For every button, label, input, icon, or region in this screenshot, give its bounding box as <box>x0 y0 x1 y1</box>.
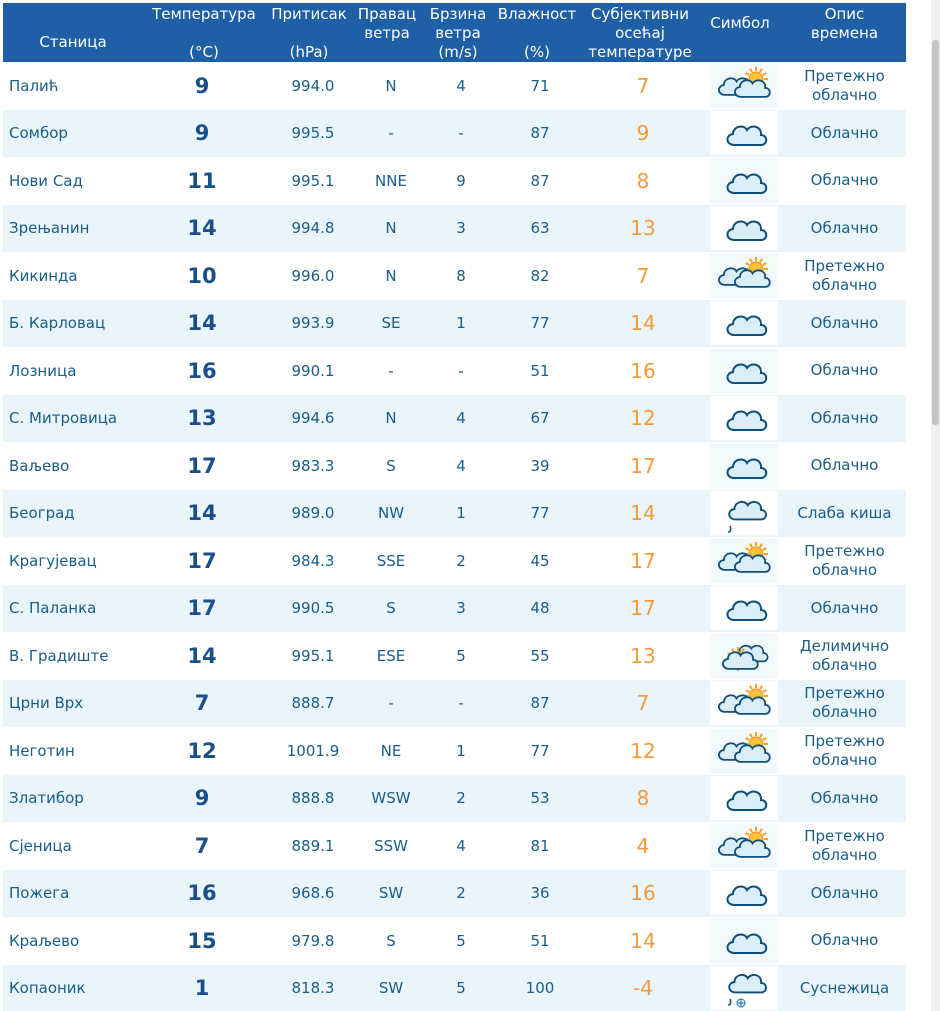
table-row <box>3 775 906 823</box>
humidity-value: 55 <box>530 646 550 665</box>
station-name: С. Митровица <box>9 409 118 428</box>
feels-like-value: 7 <box>636 263 650 288</box>
wind-speed: 4 <box>456 76 466 95</box>
humidity-value: 82 <box>530 266 550 285</box>
temperature-value: 14 <box>187 311 217 336</box>
pressure-value: 996.0 <box>291 266 335 285</box>
wind-direction: - <box>388 694 394 713</box>
weather-description <box>783 870 906 918</box>
cloud-icon <box>710 871 778 915</box>
weather-symbol <box>709 632 779 680</box>
wind-direction: NNE <box>375 171 407 190</box>
header-hum: Влажност <box>497 5 577 23</box>
cloud-icon <box>710 159 778 203</box>
table-row <box>3 917 906 965</box>
partly-cloudy-sun-behind-icon <box>710 729 778 773</box>
description-line-1: Претежно <box>804 826 885 845</box>
humidity-value: 39 <box>530 456 550 475</box>
table-row <box>3 490 906 538</box>
weather-description <box>783 442 906 490</box>
station-name: Златибор <box>9 789 84 808</box>
table-row <box>3 395 906 443</box>
feels-like-value: 14 <box>630 311 656 336</box>
weather-description <box>783 490 906 538</box>
description-line-1: Облачно <box>810 361 879 380</box>
feels-like-value: 17 <box>630 548 656 573</box>
wind-direction: S <box>386 599 396 618</box>
table-body <box>3 62 906 1011</box>
station-name: Лозница <box>9 361 77 380</box>
wind-direction: SW <box>378 979 404 998</box>
header-feel-1: Субјективни <box>591 5 689 23</box>
station-name: Пожега <box>9 884 70 903</box>
wind-direction: NW <box>377 504 405 523</box>
weather-description <box>783 680 906 728</box>
header-speed-1: Брзина <box>429 5 487 23</box>
weather-symbol <box>709 727 779 775</box>
cloud-icon <box>710 349 778 393</box>
weather-symbol <box>709 965 779 1011</box>
weather-symbol <box>709 300 779 348</box>
wind-direction: N <box>385 409 397 428</box>
description-line-2: облачно <box>811 275 878 294</box>
wind-speed: 5 <box>456 646 466 665</box>
partly-cloudy-sun-behind-icon <box>710 824 778 868</box>
weather-symbol <box>709 252 779 300</box>
feels-like-value: 14 <box>630 928 656 953</box>
weather-symbol <box>709 347 779 395</box>
humidity-value: 87 <box>530 694 550 713</box>
feels-like-value: 7 <box>636 73 650 98</box>
humidity-value: 48 <box>530 599 550 618</box>
feels-like-value: 8 <box>636 168 650 193</box>
weather-symbol <box>709 585 779 633</box>
weather-description <box>783 917 906 965</box>
header-dir-1: Правац <box>357 5 417 23</box>
temperature-value: 7 <box>194 691 210 716</box>
description-line-1: Облачно <box>810 313 879 332</box>
temperature-value: 11 <box>187 168 217 193</box>
wind-speed: 2 <box>456 789 466 808</box>
partly-cloudy-sun-front-icon <box>710 634 778 678</box>
description-line-1: Облачно <box>810 598 879 617</box>
table-row <box>3 537 906 585</box>
table-row <box>3 727 906 775</box>
description-line-1: Суснежица <box>799 978 890 997</box>
partly-cloudy-sun-behind-icon <box>710 64 778 108</box>
humidity-value: 87 <box>530 171 550 190</box>
wind-speed: 5 <box>456 931 466 950</box>
wind-direction: SW <box>378 884 404 903</box>
temperature-value: 15 <box>187 928 217 953</box>
header-station: Станица <box>39 33 107 51</box>
description-line-1: Облачно <box>810 171 879 190</box>
weather-description <box>783 252 906 300</box>
weather-description <box>783 395 906 443</box>
station-name: Ваљево <box>9 456 70 475</box>
header-speed-2: ветра <box>435 24 481 42</box>
weather-symbol <box>709 395 779 443</box>
header-dir-2: ветра <box>364 24 410 42</box>
humidity-value: 81 <box>530 836 550 855</box>
humidity-value: 36 <box>530 884 550 903</box>
description-line-1: Делимично <box>799 636 890 655</box>
humidity-value: 51 <box>530 361 550 380</box>
station-name: Кикинда <box>9 266 78 285</box>
station-name: Црни Врх <box>9 694 84 713</box>
pressure-value: 984.3 <box>291 551 335 570</box>
station-name: Краљево <box>9 931 80 950</box>
description-line-1: Претежно <box>804 684 885 703</box>
weather-description <box>783 300 906 348</box>
weather-symbol <box>709 490 779 538</box>
pressure-value: 1001.9 <box>286 741 340 760</box>
cloud-icon <box>710 919 778 963</box>
header-temp-unit: (°C) <box>189 43 219 61</box>
temperature-value: 16 <box>187 358 217 383</box>
weather-description <box>783 822 906 870</box>
station-name: Зрењанин <box>9 219 90 238</box>
humidity-value: 53 <box>530 789 550 808</box>
wind-speed: 4 <box>456 836 466 855</box>
weather-description <box>783 775 906 823</box>
feels-like-value: 13 <box>630 216 656 241</box>
pressure-value: 968.6 <box>291 884 335 903</box>
humidity-value: 67 <box>530 409 550 428</box>
humidity-value: 100 <box>525 979 555 998</box>
temperature-value: 9 <box>194 73 210 98</box>
table-row <box>3 965 906 1011</box>
station-name: Београд <box>9 504 75 523</box>
header-temp: Температура <box>152 5 256 23</box>
wind-speed: - <box>458 124 464 143</box>
description-line-1: Облачно <box>810 218 879 237</box>
table-row <box>3 442 906 490</box>
description-line-1: Слаба киша <box>797 503 892 522</box>
humidity-value: 51 <box>530 931 550 950</box>
feels-like-value: 12 <box>630 406 656 431</box>
temperature-value: 14 <box>187 501 217 526</box>
table-row <box>3 157 906 205</box>
wind-speed: 2 <box>456 551 466 570</box>
wind-direction: - <box>388 124 394 143</box>
temperature-value: 13 <box>187 406 217 431</box>
wind-speed: 1 <box>456 314 466 333</box>
station-name: Крагујевац <box>9 551 97 570</box>
cloud-icon <box>710 301 778 345</box>
temperature-value: 9 <box>194 121 210 146</box>
station-name: Сомбор <box>9 124 68 143</box>
feels-like-value: 14 <box>630 501 656 526</box>
description-line-2: облачно <box>811 655 878 674</box>
wind-speed: 9 <box>456 171 466 190</box>
feels-like-value: 16 <box>630 358 656 383</box>
description-line-1: Облачно <box>810 883 879 902</box>
wind-speed: 5 <box>456 979 466 998</box>
partly-cloudy-sun-behind-icon <box>710 539 778 583</box>
weather-symbol <box>709 157 779 205</box>
header-sym: Симбол <box>710 14 770 32</box>
temperature-value: 16 <box>187 881 217 906</box>
description-line-1: Претежно <box>804 256 885 275</box>
table-row <box>3 252 906 300</box>
pressure-value: 995.1 <box>291 171 335 190</box>
feels-like-value: 9 <box>636 121 650 146</box>
description-line-1: Претежно <box>804 66 885 85</box>
pressure-value: 979.8 <box>291 931 335 950</box>
header-feel-2: осећај <box>615 24 665 42</box>
weather-description <box>783 585 906 633</box>
wind-direction: S <box>386 456 396 475</box>
table-row <box>3 110 906 158</box>
wind-speed: 1 <box>456 504 466 523</box>
wind-speed: - <box>458 361 464 380</box>
pressure-value: 994.8 <box>291 219 335 238</box>
description-line-1: Облачно <box>810 123 879 142</box>
weather-description <box>783 727 906 775</box>
wind-direction: S <box>386 931 396 950</box>
weather-symbol <box>709 917 779 965</box>
weather-symbol <box>709 110 779 158</box>
header-desc-1: Опис <box>824 5 865 23</box>
temperature-value: 17 <box>187 453 217 478</box>
temperature-value: 14 <box>187 643 217 668</box>
wind-speed: 2 <box>456 884 466 903</box>
sleet-icon <box>710 966 778 1010</box>
cloud-icon <box>710 444 778 488</box>
header-press-unit: (hPa) <box>289 43 329 61</box>
cloud-icon <box>710 586 778 630</box>
temperature-value: 12 <box>187 738 217 763</box>
wind-speed: 4 <box>456 409 466 428</box>
scrollbar-thumb[interactable] <box>932 40 939 425</box>
humidity-value: 77 <box>530 314 550 333</box>
table-row <box>3 870 906 918</box>
pressure-value: 994.6 <box>291 409 335 428</box>
description-line-2: облачно <box>811 85 878 104</box>
wind-speed: 1 <box>456 741 466 760</box>
description-line-1: Претежно <box>804 731 885 750</box>
humidity-value: 71 <box>530 76 550 95</box>
feels-like-value: 17 <box>630 596 656 621</box>
station-name: Копаоник <box>9 979 86 998</box>
table-row <box>3 680 906 728</box>
feels-like-value: 17 <box>630 453 656 478</box>
header-press: Притисак <box>271 5 347 23</box>
station-name: Сјеница <box>9 836 72 855</box>
wind-direction: SSE <box>376 551 406 570</box>
pressure-value: 995.1 <box>291 646 335 665</box>
weather-description <box>783 205 906 253</box>
table-header <box>3 3 906 62</box>
pressure-value: 983.3 <box>291 456 335 475</box>
pressure-value: 888.7 <box>291 694 335 713</box>
cloud-icon <box>710 111 778 155</box>
header-speed-unit: (m/s) <box>438 43 478 61</box>
description-line-1: Облачно <box>810 788 879 807</box>
table-row <box>3 585 906 633</box>
weather-symbol <box>709 62 779 110</box>
weather-symbol <box>709 205 779 253</box>
station-name: С. Паланка <box>9 599 97 618</box>
pressure-value: 990.5 <box>291 599 335 618</box>
wind-direction: NE <box>380 741 402 760</box>
pressure-value: 990.1 <box>291 361 335 380</box>
wind-direction: SSW <box>374 836 408 855</box>
cloud-icon <box>710 396 778 440</box>
wind-direction: N <box>385 76 397 95</box>
temperature-value: 10 <box>187 263 217 288</box>
table-row <box>3 632 906 680</box>
description-line-2: облачно <box>811 845 878 864</box>
pressure-value: 993.9 <box>291 314 335 333</box>
feels-like-value: 4 <box>636 833 650 858</box>
cloud-icon <box>710 776 778 820</box>
temperature-value: 17 <box>187 548 217 573</box>
table-row <box>3 205 906 253</box>
table-row <box>3 822 906 870</box>
vertical-scrollbar[interactable] <box>931 0 940 1011</box>
description-line-2: облачно <box>811 560 878 579</box>
weather-description <box>783 62 906 110</box>
humidity-value: 87 <box>530 124 550 143</box>
temperature-value: 7 <box>194 833 210 858</box>
humidity-value: 77 <box>530 741 550 760</box>
wind-direction: ESE <box>376 646 406 665</box>
weather-symbol <box>709 870 779 918</box>
weather-description <box>783 632 906 680</box>
wind-speed: 3 <box>456 219 466 238</box>
humidity-value: 77 <box>530 504 550 523</box>
pressure-value: 994.0 <box>291 76 335 95</box>
wind-speed: 3 <box>456 599 466 618</box>
station-name: Нови Сад <box>9 171 83 190</box>
pressure-value: 818.3 <box>291 979 335 998</box>
wind-speed: - <box>458 694 464 713</box>
weather-symbol <box>709 680 779 728</box>
table-row <box>3 300 906 348</box>
station-name: В. Градиште <box>9 646 109 665</box>
description-line-1: Претежно <box>804 541 885 560</box>
station-name: Б. Карловац <box>9 314 106 333</box>
temperature-value: 9 <box>194 786 210 811</box>
feels-like-value: 7 <box>636 691 650 716</box>
wind-direction: SE <box>381 314 401 333</box>
feels-like-value: 13 <box>630 643 656 668</box>
description-line-1: Облачно <box>810 456 879 475</box>
header-hum-unit: (%) <box>524 43 550 61</box>
weather-description <box>783 347 906 395</box>
humidity-value: 63 <box>530 219 550 238</box>
description-line-2: облачно <box>811 703 878 722</box>
station-name: Неготин <box>9 741 75 760</box>
station-name: Палић <box>9 76 59 95</box>
header-feel-3: температуре <box>588 43 692 61</box>
description-line-1: Облачно <box>810 931 879 950</box>
table-row <box>3 347 906 395</box>
table-row <box>3 62 906 110</box>
cloud-icon <box>710 206 778 250</box>
weather-symbol <box>709 442 779 490</box>
wind-direction: - <box>388 361 394 380</box>
feels-like-value: -4 <box>633 976 653 1001</box>
weather-symbol <box>709 822 779 870</box>
weather-table <box>3 3 906 1011</box>
wind-direction: N <box>385 219 397 238</box>
wind-speed: 8 <box>456 266 466 285</box>
weather-description <box>783 157 906 205</box>
header-desc-2: времена <box>810 24 879 42</box>
feels-like-value: 16 <box>630 881 656 906</box>
feels-like-value: 8 <box>636 786 650 811</box>
pressure-value: 995.5 <box>291 124 335 143</box>
feels-like-value: 12 <box>630 738 656 763</box>
description-line-1: Облачно <box>810 408 879 427</box>
description-line-2: облачно <box>811 750 878 769</box>
partly-cloudy-sun-behind-icon <box>710 254 778 298</box>
wind-direction: N <box>385 266 397 285</box>
pressure-value: 889.1 <box>291 836 335 855</box>
partly-cloudy-sun-behind-icon <box>710 681 778 725</box>
temperature-value: 14 <box>187 216 217 241</box>
temperature-value: 17 <box>187 596 217 621</box>
light-rain-icon <box>710 491 778 535</box>
humidity-value: 45 <box>530 551 550 570</box>
weather-symbol <box>709 537 779 585</box>
wind-speed: 4 <box>456 456 466 475</box>
weather-description <box>783 110 906 158</box>
wind-direction: WSW <box>371 789 411 808</box>
weather-symbol <box>709 775 779 823</box>
temperature-value: 1 <box>194 976 210 1001</box>
pressure-value: 888.8 <box>291 789 335 808</box>
weather-description <box>783 537 906 585</box>
pressure-value: 989.0 <box>291 504 335 523</box>
weather-description <box>783 965 906 1011</box>
